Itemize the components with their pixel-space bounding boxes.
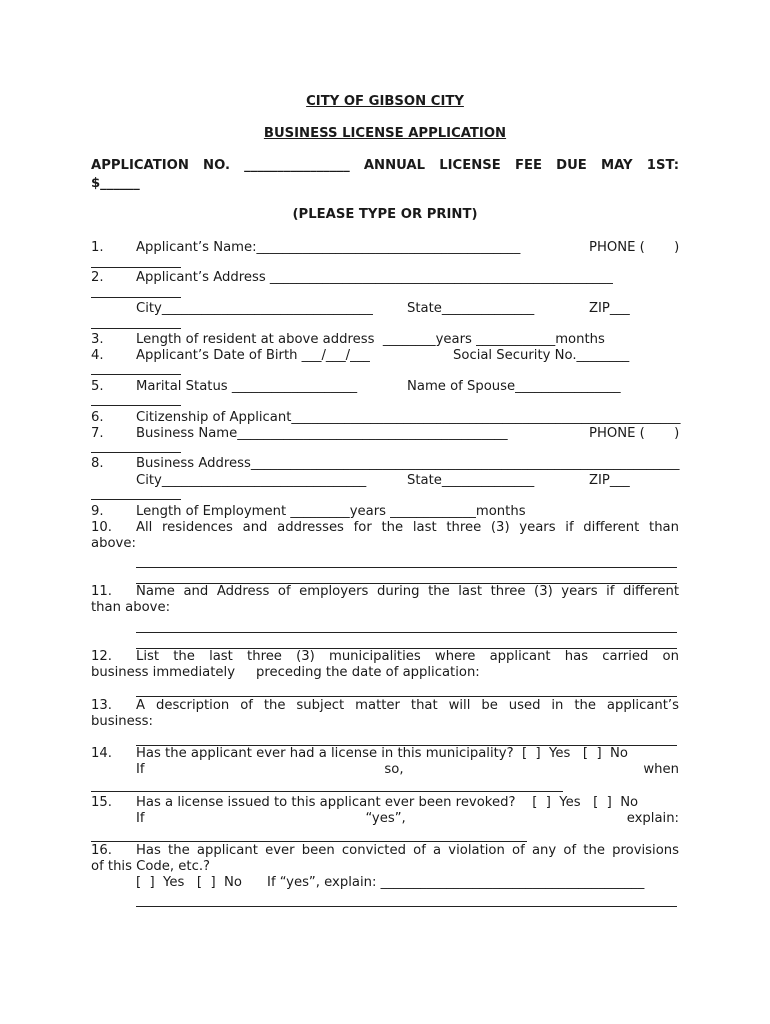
conviction-answer[interactable]: [ ] Yes [ ] No If “yes”, explain: ________________________________________: [136, 875, 645, 890]
social-security-field[interactable]: Social Security No.________: [453, 348, 630, 363]
rule-line: [91, 499, 181, 500]
conviction-question-cont: of this Code, etc.?: [91, 859, 211, 874]
municipalities-question-cont: business immediately preceding the date of application:: [91, 665, 480, 680]
revoked-license-explain: If “yes”, explain:: [136, 811, 679, 826]
item-number: 4.: [91, 348, 104, 363]
residences-question: All residences and addresses for the last three (3) years if different than: [136, 520, 679, 535]
residences-question-cont: above:: [91, 536, 136, 551]
prior-license-when: If so, when: [136, 762, 679, 777]
marital-status-field[interactable]: Marital Status ___________________: [136, 379, 358, 394]
answer-line[interactable]: [136, 906, 677, 907]
business-city-field[interactable]: City_______________________________: [136, 473, 367, 488]
item-number: 5.: [91, 379, 104, 394]
rule-line: [91, 267, 181, 268]
answer-line[interactable]: [91, 791, 563, 792]
city-heading: CITY OF GIBSON CITY: [306, 94, 464, 109]
item-number: 15.: [91, 795, 112, 810]
employment-length-field[interactable]: Length of Employment _________years _____________months: [136, 504, 526, 519]
residence-length-field[interactable]: Length of resident at above address ________years ____________months: [136, 332, 605, 347]
prior-license-question[interactable]: Has the applicant ever had a license in this municipality? [ ] Yes [ ] No: [136, 746, 628, 761]
applicant-zip-field[interactable]: ZIP___: [589, 301, 630, 316]
date-of-birth-field[interactable]: Applicant’s Date of Birth ___/___/___: [136, 348, 370, 363]
instruction-text: (PLEASE TYPE OR PRINT): [292, 207, 478, 222]
form-title: BUSINESS LICENSE APPLICATION: [263, 126, 507, 141]
answer-line[interactable]: [91, 841, 527, 842]
applicant-address-field[interactable]: Applicant’s Address ____________________________________________________: [136, 270, 613, 285]
subject-matter-question-cont: business:: [91, 714, 153, 729]
rule-line: [91, 405, 181, 406]
conviction-question: Has the applicant ever been convicted of a violation of any of the provisions: [136, 843, 679, 858]
item-number: 11.: [91, 584, 112, 599]
business-address-field[interactable]: Business Address_________________________________________________________________: [136, 456, 680, 471]
spouse-name-field[interactable]: Name of Spouse________________: [407, 379, 621, 394]
business-name-field[interactable]: Business Name_________________________________________: [136, 426, 508, 441]
license-fee-field[interactable]: $______: [91, 176, 140, 191]
rule-line: [91, 297, 181, 298]
business-phone-field[interactable]: PHONE ( ): [589, 426, 680, 441]
item-number: 6.: [91, 410, 104, 425]
employers-question: Name and Address of employers during the last three (3) years if different: [136, 584, 679, 599]
item-number: 16.: [91, 843, 112, 858]
item-number: 2.: [91, 270, 104, 285]
item-number: 9.: [91, 504, 104, 519]
item-number: 14.: [91, 746, 112, 761]
rule-line: [91, 452, 181, 453]
item-number: 13.: [91, 698, 112, 713]
applicant-name-field[interactable]: Applicant’s Name:________________________________________: [136, 240, 521, 255]
item-number: 1.: [91, 240, 104, 255]
answer-line[interactable]: [136, 696, 677, 697]
rule-line: [91, 374, 181, 375]
item-number: 10.: [91, 520, 112, 535]
employers-question-cont: than above:: [91, 600, 171, 615]
business-state-field[interactable]: State______________: [407, 473, 535, 488]
business-zip-field[interactable]: ZIP___: [589, 473, 630, 488]
subject-matter-question: A description of the subject matter that will be used in the applicant’s: [136, 698, 679, 713]
answer-line[interactable]: [136, 567, 677, 568]
answer-line[interactable]: [136, 632, 677, 633]
applicant-phone-field[interactable]: PHONE ( ): [589, 240, 680, 255]
rule-line: [91, 328, 181, 329]
municipalities-question: List the last three (3) municipalities where applicant has carried on: [136, 649, 679, 664]
item-number: 7.: [91, 426, 104, 441]
item-number: 12.: [91, 649, 112, 664]
item-number: 8.: [91, 456, 104, 471]
applicant-city-field[interactable]: City________________________________: [136, 301, 373, 316]
citizenship-field[interactable]: Citizenship of Applicant___________________________________________________________: [136, 410, 681, 425]
application-number-line[interactable]: APPLICATION NO. ________________ ANNUAL LICENSE FEE DUE MAY 1ST:: [91, 158, 679, 173]
revoked-license-question[interactable]: Has a license issued to this applicant ever been revoked? [ ] Yes [ ] No: [136, 795, 639, 810]
item-number: 3.: [91, 332, 104, 347]
applicant-state-field[interactable]: State______________: [407, 301, 535, 316]
